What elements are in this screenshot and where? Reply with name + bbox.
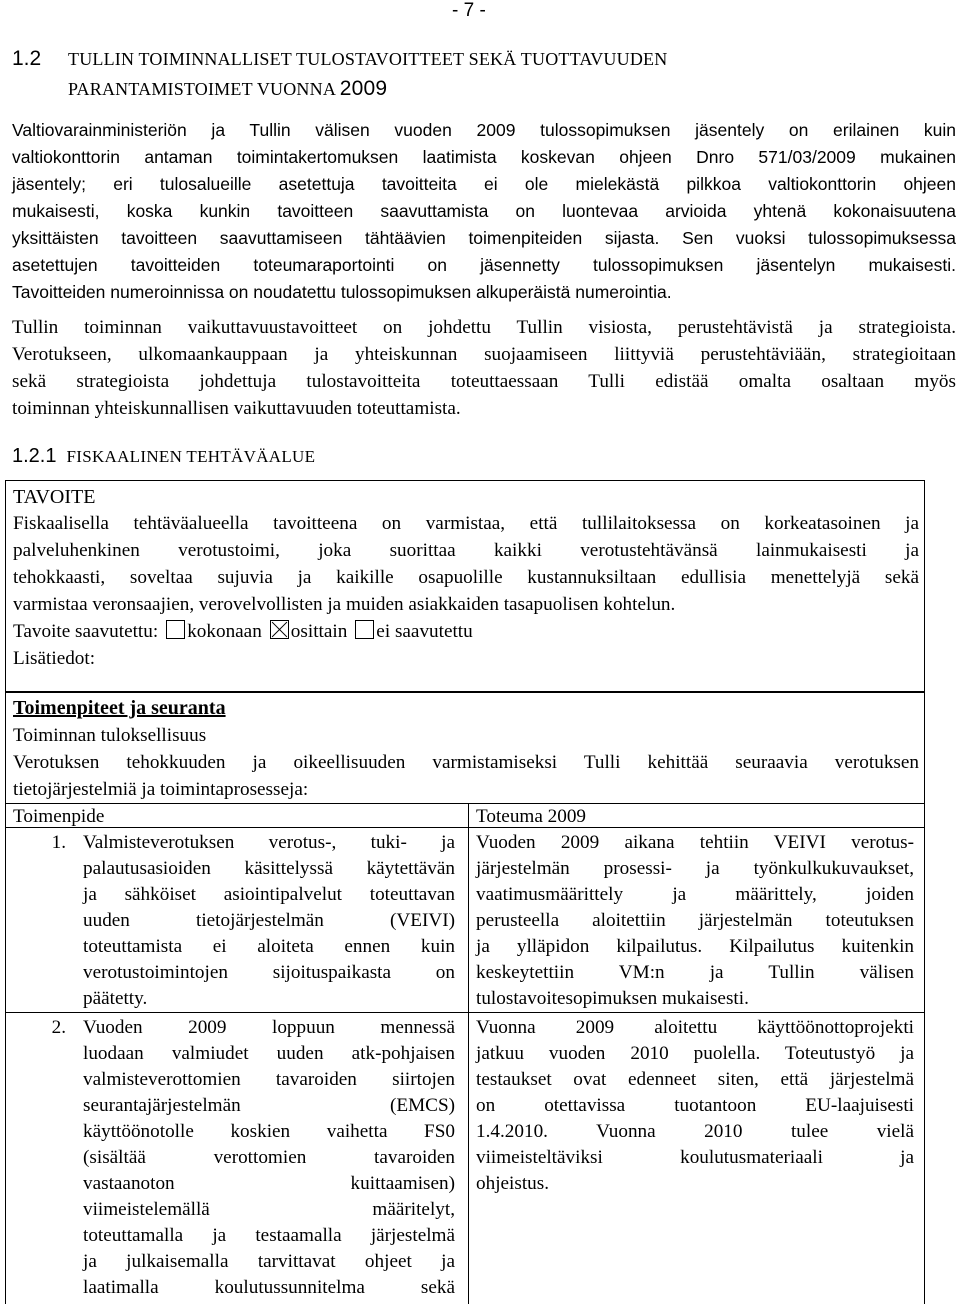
checkbox-1[interactable] (166, 620, 185, 639)
strategy-paragraph (12, 314, 956, 422)
action-line: luodaan valmiudet uuden atk-pohjaisen (83, 1043, 455, 1064)
action-line: vastaanoton kuittaamisen) (83, 1173, 455, 1194)
additional-info-label: Lisätiedot: (13, 648, 96, 669)
goal-line: palveluhenkinen verotustoimi, joka suorittaa kaikki verotustehtävänsä lainmukaisesti ja (13, 540, 919, 561)
checkbox-3[interactable] (355, 620, 374, 639)
intro-line: valtiokonttorin antaman toimintakertomuksen laatimista koskevan ohjeen Dnro 571/03/2009 mukainen (12, 147, 956, 167)
intro-line: jäsentely; eri tulosalueille asetettuja tavoitteita ei ole mielekästä pilkkoa valtiokonttorin ohjeen (12, 174, 956, 194)
action-line: päätetty. (83, 988, 148, 1009)
subsection-number: 1.2.1 (12, 445, 57, 467)
checkbox-label: ei saavutettu (376, 621, 473, 642)
action-line: palautusasioiden käsittelyssä käytettävän (83, 858, 455, 879)
action-line: toteuttamalla ja testaamalla järjestelmä (83, 1225, 455, 1246)
intro-paragraph (12, 117, 956, 306)
section-number: 1.2 (12, 47, 42, 70)
outcome-line: tulostavoitesopimuksen mukaisesti. (476, 988, 749, 1009)
section-title (68, 45, 828, 104)
intro-line: Valtiovarainministeriön ja Tullin välisen vuoden 2009 tulossopimuksen jäsentely on erilainen kuin (12, 120, 956, 140)
action-line: viimeistelemällä määritelyt, (83, 1199, 455, 1220)
outcome-line: vaatimusmäärittely ja määrittely, joiden (476, 884, 914, 905)
outcome-line: järjestelmän prosessi- ja työnkulkukuvaukset, (476, 858, 914, 879)
measures-title: Toimenpiteet ja seuranta (13, 697, 226, 719)
row-number: 1. (51, 832, 66, 853)
outcome-line: on otettavissa tuotantoon EU-laajuisesti (476, 1095, 914, 1116)
column-divider (468, 803, 469, 1304)
row-divider (6, 1012, 924, 1013)
action-line: Vuoden 2009 loppuun mennessä (83, 1017, 455, 1038)
checkbox-2[interactable] (270, 620, 289, 639)
goal-text (13, 510, 919, 618)
strategy-line: sekä strategioista johdettuja tulostavoitteita toteuttaessaan Tulli edistää omalta osaltaan myös (12, 371, 956, 392)
outcome-line: ja ylläpidon kilpailutus. Kilpailutus kuitenkin (476, 936, 914, 957)
intro-line: mukaisesti, koska kunkin tavoitteen saavuttamista on luontevaa arvioida yhtenä kokonaisuutena (12, 201, 956, 221)
section-title-year: 2009 (339, 77, 388, 100)
outcome-cell (476, 830, 914, 1012)
goal-line: varmistaa veronsaajien, verovelvollisten ja muiden asiakkaiden tasapuolisen kohtelun. (13, 594, 676, 615)
action-line: ja julkaisemalla tarvittavat ohjeet ja (83, 1251, 455, 1272)
measures-intro-line: Verotuksen tehokkuuden ja oikeellisuuden varmistamiseksi Tulli kehittää seuraavia verotuksen (13, 752, 919, 773)
action-line: uuden tietojärjestelmän (VEIVI) (83, 910, 455, 931)
header-divider (6, 827, 924, 828)
table-top-border (6, 803, 924, 804)
goal-box (5, 480, 925, 693)
outcome-line: ohjeistus. (476, 1173, 550, 1194)
outcome-line: testaukset ovat edenneet siten, että järjestelmä (476, 1069, 914, 1090)
intro-line: Tavoitteiden numeroinnissa on noudatettu tulossopimuksen alkuperäistä numerointia. (12, 282, 672, 302)
outcome-line: jatkuu vuoden 2010 puolella. Toteutustyö ja (476, 1043, 914, 1064)
section-title-line-2 (68, 74, 828, 104)
action-cell (83, 830, 455, 1012)
outcome-line: Vuoden 2009 aikana tehtiin VEIVI verotus- (476, 832, 914, 853)
row-number: 2. (51, 1017, 66, 1038)
outcome-cell (476, 1015, 914, 1197)
page-number: - 7 - (452, 0, 486, 21)
checkbox-label: kokonaan (187, 621, 262, 642)
outcome-line: keskeytettiin VM:n ja Tullin välisen (476, 962, 914, 983)
subsection-title: FISKAALINEN TEHTÄVÄALUE (66, 447, 316, 466)
strategy-line: Verotukseen, ulkomaankauppaan ja yhteiskunnan suojaamiseen liittyviä perustehtäviään, strategioitaan (12, 344, 956, 365)
strategy-line: Tullin toiminnan vaikuttavuustavoitteet on johdettu Tullin visiosta, perustehtävistä ja strategioista. (12, 317, 956, 338)
goal-title: TAVOITE (13, 486, 96, 508)
action-line: ja sähköiset asiointipalvelut toteuttavan (83, 884, 455, 905)
action-line: valmisteverottomien tavaroiden siirtojen (83, 1069, 455, 1090)
intro-line: yksittäisten tavoitteen saavuttamiseen tähtäävien toimenpiteiden sijasta. Sen vuoksi tulossopimuksessa (12, 228, 956, 248)
section-title-part2: PARANTAMISTOIMET VUONNA (68, 79, 336, 99)
strategy-line: toiminnan yhteiskunnallisen vaikuttavuuden toteuttamista. (12, 398, 461, 419)
achievement-row (13, 618, 919, 645)
outcome-line: Vuonna 2009 aloitettu käyttöönottoprojekti (476, 1017, 914, 1038)
outcome-line: viimeisteltäviksi koulutusmateriaali ja (476, 1147, 914, 1168)
intro-line: asetettujen tavoitteiden toteumaraportointi on jäsennetty tulossopimuksen jäsentelyn mukaisesti. (12, 255, 956, 275)
goal-line: tehokkaasti, soveltaa sujuvia ja kaikille osapuolille kustannuksiltaan edullisia menettelyjä sekä (13, 567, 919, 588)
achieved-label: Tavoite saavutettu: (13, 621, 159, 642)
col-header-action: Toimenpide (13, 806, 105, 827)
subsection-heading (12, 442, 315, 471)
col-header-outcome: Toteuma 2009 (476, 806, 587, 827)
section-title-line-1: TULLIN TOIMINNALLISET TULOSTAVOITTEET SEKÄ TUOTTAVUUDEN (68, 49, 668, 69)
measures-intro-line: tietojärjestelmiä ja toimintaprosesseja: (13, 779, 309, 800)
action-line: toteuttamista ei aloiteta ennen kuin (83, 936, 455, 957)
action-line: verotustoimintojen sijoituspaikasta on (83, 962, 455, 983)
action-line: Valmisteverotuksen verotus-, tuki- ja (83, 832, 455, 853)
measures-intro (13, 749, 919, 803)
measures-box (5, 691, 925, 1304)
action-cell (83, 1015, 455, 1301)
goal-line: Fiskaalisella tehtäväalueella tavoitteena on varmistaa, että tullilaitoksessa on korkeatasoinen ja (13, 513, 919, 534)
action-line: seurantajärjestelmän (EMCS) (83, 1095, 455, 1116)
action-line: käyttöönotolle koskien vaihetta FS0 (83, 1121, 455, 1142)
measures-subtitle: Toiminnan tuloksellisuus (13, 725, 207, 746)
outcome-line: perusteella aloitettiin järjestelmän toteutuksen (476, 910, 914, 931)
action-line: laatimalla koulutussunnitelma sekä (83, 1277, 455, 1298)
action-line: (sisältää verottomien tavaroiden (83, 1147, 455, 1168)
checkbox-label: osittain (290, 621, 348, 642)
outcome-line: 1.4.2010. Vuonna 2010 tulee vielä (476, 1121, 914, 1142)
